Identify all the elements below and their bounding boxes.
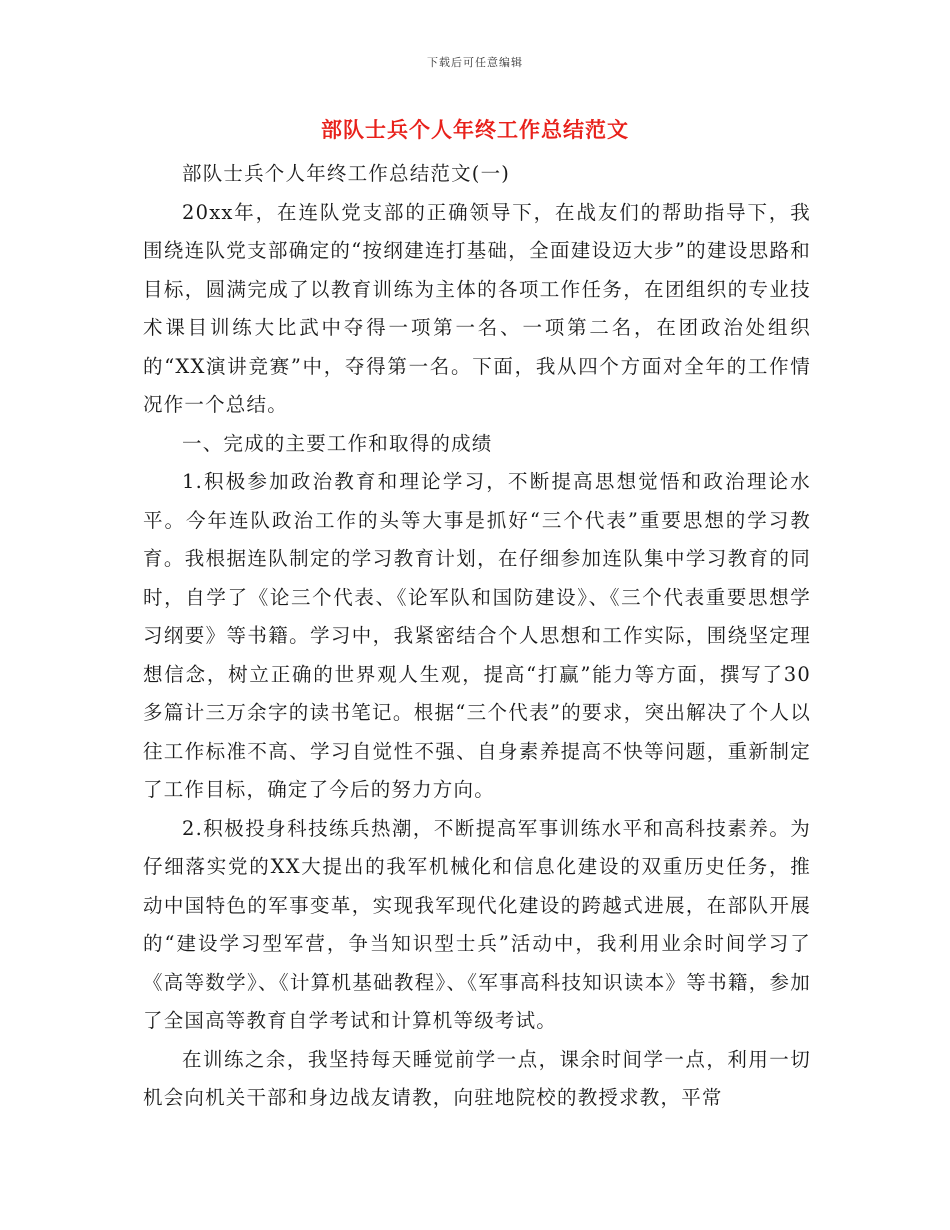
subtitle-paragraph: 部队士兵个人年终工作总结范文(一)	[182, 162, 511, 185]
body-paragraph: 在训练之余，我坚持每天睡觉前学一点，课余时间学一点，利用一切机会向机关干部和身边战友请教，向驻地院校的教授求教，平常	[143, 1047, 811, 1109]
body-paragraph: 1.积极参加政治教育和理论学习，不断提高思想觉悟和政治理论水平。今年连队政治工作的头等大事是抓好“三个代表”重要思想的学习教育。我根据连队制定的学习教育计划，在仔细参加连队集中学习教育的同时，自学了《论三个代表、《论军队和国防建设》、《三个代表重要思想学习纲要》等书籍。学习中，我紧密结合个人思想和工作实际，围绕坚定理想信念，树立正确的世界观人生观，提高“打赢”能力等方面，撰写了30多篇计三万余字的读书笔记。根据“三个代表”的要求，突出解决了个人以往工作标准不高、学习自觉性不强、自身素养提高不快等问题，重新制定了工作目标，确定了今后的努力方向。	[143, 470, 811, 801]
section-heading: 一、完成的主要工作和取得的成绩	[182, 431, 493, 455]
document-title: 部队士兵个人年终工作总结范文	[321, 117, 629, 142]
body-paragraph: 2.积极投身科技练兵热潮，不断提高军事训练水平和高科技素养。为仔细落实党的XX大提出的我军机械化和信息化建设的双重历史任务，推动中国特色的军事变革，实现我军现代化建设的跨越式进展，在部队开展的“建设学习型军营，争当知识型士兵”活动中，我利用业余时间学习了《高等数学》、《计算机基础教程》、《军事高科技知识读本》等书籍，参加了全国高等教育自学考试和计算机等级考试。	[143, 816, 811, 1032]
header-note: 下载后可任意编辑	[427, 56, 523, 69]
document-body	[143, 155, 811, 1118]
body-paragraph: 20xx年，在连队党支部的正确领导下，在战友们的帮助指导下，我围绕连队党支部确定的“按纲建连打基础，全面建设迈大步”的建设思路和目标，圆满完成了以教育训练为主体的各项工作任务，在团组织的专业技术课目训练大比武中夺得一项第一名、一项第二名，在团政治处组织的“XX演讲竞赛”中，夺得第一名。下面，我从四个方面对全年的工作情况作一个总结。	[143, 200, 811, 416]
